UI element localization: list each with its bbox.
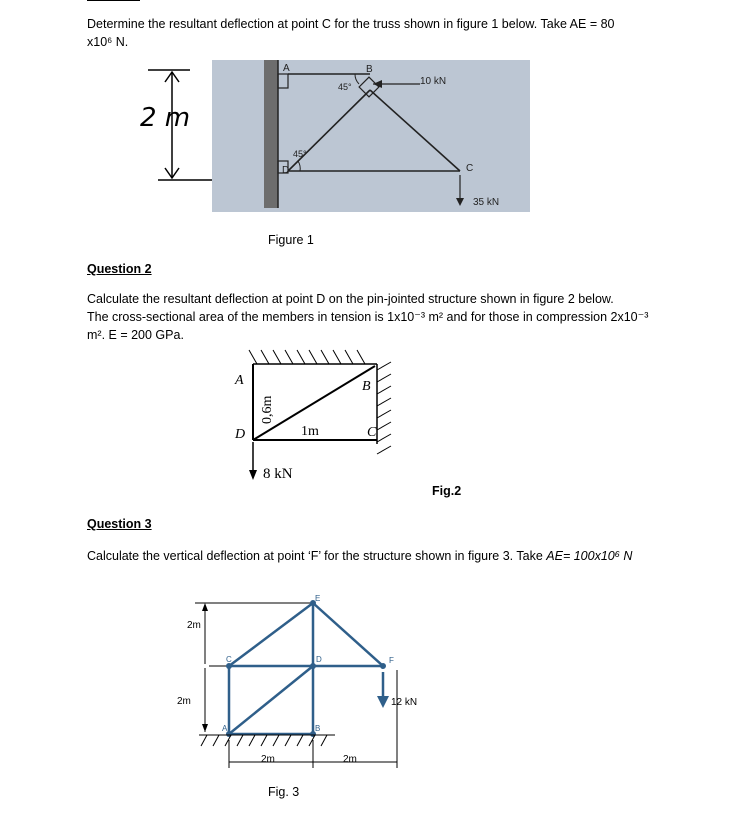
q2-text-line1: Calculate the resultant deflection at point D on the pin-jointed structure shown in figure 2 below.	[87, 292, 614, 306]
figure-1-caption: Figure 1	[268, 233, 314, 247]
fig1-label-D: D	[282, 165, 290, 176]
fig1-label-A: A	[283, 63, 290, 74]
figure-2	[225, 340, 415, 485]
fig1-load-C: 35 kN	[473, 197, 500, 208]
fig1-angle-D: 45°	[293, 149, 307, 159]
fig2-load-label: 8 kN	[263, 466, 293, 482]
wall	[264, 60, 278, 208]
fig3-ground	[199, 735, 335, 746]
fig2-label-A: A	[235, 373, 244, 388]
fig1-load-B: 10 kN	[420, 76, 447, 87]
fig3-dim-top: 2m	[187, 620, 201, 631]
q2-text-line2: The cross-sectional area of the members in tension is 1x10⁻³ m² and for those in compression 2x10⁻³	[87, 310, 649, 324]
q2-heading: Question 2	[87, 262, 152, 276]
q3-text-main: Calculate the vertical deflection at point ‘F’ for the structure shown in figure 3. Take	[87, 549, 547, 563]
fig2-label-D: D	[235, 427, 246, 442]
fig3-members	[229, 603, 383, 734]
figure-3	[165, 590, 440, 780]
q3-text-italic: AE= 100x10⁶ N	[546, 549, 633, 563]
fig3-dim-span1: 2m	[261, 754, 275, 765]
q1-text-line1: Determine the resultant deflection at point C for the truss shown in figure 1 below. Take AE = 80	[87, 17, 615, 31]
q2-text-line3: m². E = 200 GPa.	[87, 328, 184, 342]
q3-text	[87, 547, 632, 565]
fig3-label-C: C	[226, 655, 232, 664]
fig3-label-B: B	[315, 724, 321, 733]
fig3-dimensions	[195, 603, 397, 768]
figure-3-caption: Fig. 3	[268, 785, 300, 799]
fig2-label-C: C	[367, 425, 377, 440]
fig1-label-B: B	[366, 64, 373, 75]
q3-heading: Question 3	[87, 517, 152, 531]
fig3-dim-span2: 2m	[343, 754, 357, 765]
fig2-label-B: B	[362, 379, 371, 394]
fig1-angle-B: 45°	[338, 82, 352, 92]
scale-label: 2 m	[140, 103, 191, 133]
fig3-label-A: A	[222, 724, 228, 733]
fig2-span-label: 1m	[301, 424, 319, 439]
top-rule	[87, 0, 140, 1]
fig2-height-label: 0,6m	[260, 395, 275, 424]
fig3-label-D: D	[316, 655, 322, 664]
figure-1-photo	[212, 60, 530, 212]
fig3-load-label: 12 kN	[391, 697, 418, 708]
q1-text-line2: x10⁶ N.	[87, 35, 129, 49]
fig2-top-wall	[249, 350, 377, 364]
figure-1	[130, 60, 530, 220]
figure-2-caption: Fig.2	[432, 484, 462, 498]
fig3-label-F: F	[389, 656, 394, 665]
fig2-right-wall	[377, 362, 391, 454]
fig3-label-E: E	[315, 594, 321, 603]
fig3-dim-bottom: 2m	[177, 696, 191, 707]
fig1-label-C: C	[466, 163, 474, 174]
